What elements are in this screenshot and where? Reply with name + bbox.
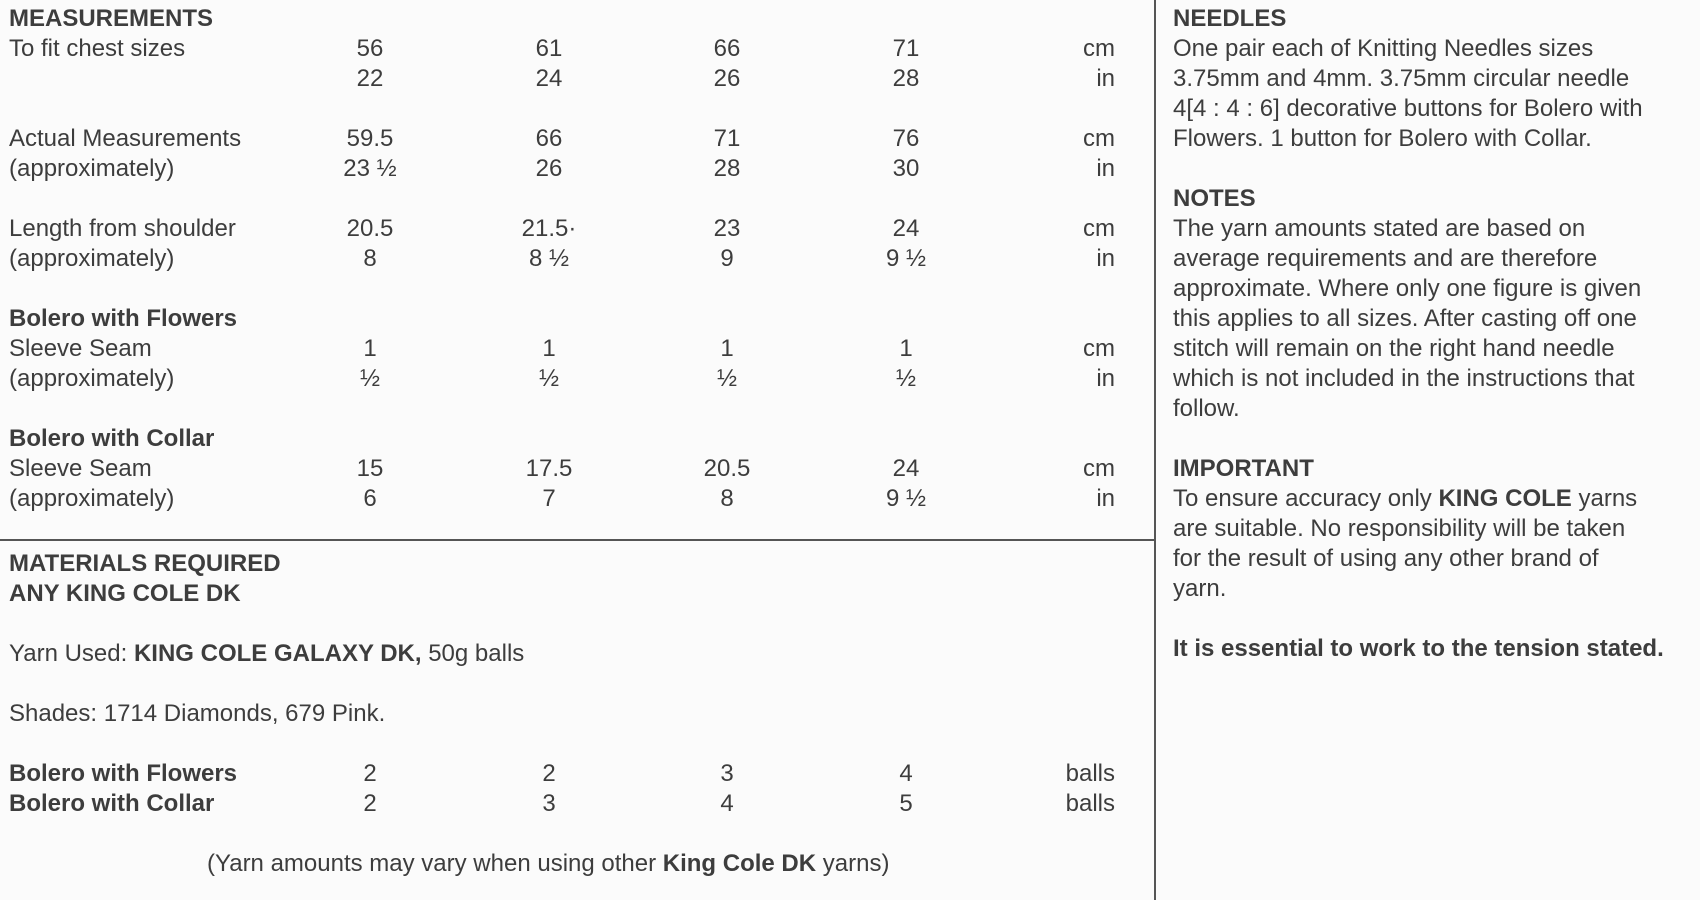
notes-line: this applies to all sizes. After casting off one (1173, 305, 1637, 332)
yarn-quantity-value: 4 (899, 760, 913, 787)
measurement-value: ½ (538, 365, 559, 392)
measurement-label: (approximately) (9, 485, 175, 512)
yarn-note (207, 849, 889, 879)
measurement-value: 76 (892, 125, 920, 152)
measurement-value: 21.5· (521, 215, 577, 242)
measurement-value: 28 (713, 155, 741, 182)
measurement-unit: in (1096, 365, 1115, 392)
measurement-value: 61 (535, 35, 563, 62)
yarn-used-name: KING COLE GALAXY DK, (133, 640, 422, 667)
materials-subheading: ANY KING COLE DK (9, 580, 241, 607)
measurement-value: 1 (720, 335, 734, 362)
materials-heading: MATERIALS REQUIRED (9, 550, 281, 577)
important-text-end: yarns (1571, 485, 1638, 512)
yarn-quantity-unit: balls (1065, 760, 1115, 787)
notes-heading: NOTES (1173, 185, 1256, 212)
measurement-unit: cm (1083, 125, 1115, 152)
measurement-value: 8 (720, 485, 734, 512)
yarn-note-text: (Yarn amounts may vary when using other (207, 850, 663, 877)
measurement-value: 26 (713, 65, 741, 92)
yarn-quantity-value: 2 (542, 760, 556, 787)
measurement-value: 66 (535, 125, 563, 152)
measurement-value: 20.5 (346, 215, 394, 242)
measurement-value: 26 (535, 155, 563, 182)
measurement-value: 71 (713, 125, 741, 152)
yarn-quantity-label: Bolero with Flowers (9, 760, 238, 787)
measurement-value: 23 ½ (343, 155, 397, 182)
measurement-value: 1 (899, 335, 913, 362)
measurements-heading: MEASUREMENTS (9, 5, 214, 32)
measurement-value: 8 ½ (528, 245, 570, 272)
measurement-label: Sleeve Seam (9, 335, 152, 362)
yarn-quantity-value: 5 (899, 790, 913, 817)
yarn-used-label: Yarn Used: (9, 640, 128, 667)
measurement-unit: cm (1083, 35, 1115, 62)
measurement-value: 71 (892, 35, 920, 62)
measurement-value: 30 (892, 155, 920, 182)
measurement-value: 9 ½ (885, 485, 927, 512)
yarn-quantity-value: 4 (720, 790, 734, 817)
measurement-value: 59.5 (346, 125, 394, 152)
measurement-unit: cm (1083, 215, 1115, 242)
measurement-label: (approximately) (9, 245, 175, 272)
measurement-value: ½ (716, 365, 737, 392)
notes-line: average requirements and are therefore (1173, 245, 1598, 272)
measurement-value: 15 (356, 455, 384, 482)
measurement-value: 24 (892, 455, 920, 482)
measurement-label: To fit chest sizes (9, 35, 186, 62)
measurement-value: ½ (895, 365, 916, 392)
yarn-note-end: yarns) (816, 850, 890, 877)
collar-heading: Bolero with Collar (9, 425, 215, 452)
measurement-value: 22 (356, 65, 384, 92)
yarn-quantity-label: Bolero with Collar (9, 790, 215, 817)
measurement-unit: in (1096, 245, 1115, 272)
notes-line: follow. (1173, 395, 1240, 422)
important-text-start: To ensure accuracy only (1173, 485, 1439, 512)
notes-line: stitch will remain on the right hand needle (1173, 335, 1615, 362)
needles-heading: NEEDLES (1173, 5, 1287, 32)
measurement-value: 17.5 (525, 455, 573, 482)
measurement-value: 6 (363, 485, 377, 512)
measurement-value: 66 (713, 35, 741, 62)
measurement-value: ½ (359, 365, 380, 392)
important-line: are suitable. No responsibility will be taken (1173, 515, 1626, 542)
measurement-value: 56 (356, 35, 384, 62)
measurement-unit: in (1096, 65, 1115, 92)
column-divider (1154, 0, 1156, 900)
yarn-used-balls: 50g balls (428, 640, 525, 667)
measurement-value: 1 (542, 335, 556, 362)
measurement-unit: cm (1083, 455, 1115, 482)
notes-line: The yarn amounts stated are based on (1173, 215, 1586, 242)
important-line: yarn. (1173, 575, 1227, 602)
measurement-value: 20.5 (703, 455, 751, 482)
shades-line: Shades: 1714 Diamonds, 679 Pink. (9, 700, 386, 727)
yarn-quantity-value: 2 (363, 760, 377, 787)
notes-line: approximate. Where only one figure is given (1173, 275, 1642, 302)
needles-line: Flowers. 1 button for Bolero with Collar. (1173, 125, 1592, 152)
yarn-quantity-value: 3 (720, 760, 734, 787)
important-brand: KING COLE (1438, 485, 1572, 512)
measurement-unit: cm (1083, 335, 1115, 362)
yarn-quantity-value: 2 (363, 790, 377, 817)
yarn-quantity-unit: balls (1065, 790, 1115, 817)
measurement-value: 9 ½ (885, 245, 927, 272)
measurement-value: 24 (535, 65, 563, 92)
measurement-label: Actual Measurements (9, 125, 242, 152)
measurement-label: (approximately) (9, 155, 175, 182)
measurement-value: 7 (542, 485, 556, 512)
notes-line: which is not included in the instructions that (1173, 365, 1635, 392)
flowers-heading: Bolero with Flowers (9, 305, 238, 332)
yarn-note-brand: King Cole DK (662, 850, 817, 877)
measurement-label: Sleeve Seam (9, 455, 152, 482)
yarn-used-line (9, 639, 524, 669)
needles-line: One pair each of Knitting Needles sizes (1173, 35, 1594, 62)
measurement-label: Length from shoulder (9, 215, 236, 242)
needles-line: 4[4 : 4 : 6] decorative buttons for Bolero with (1173, 95, 1643, 122)
measurement-value: 1 (363, 335, 377, 362)
yarn-quantity-value: 3 (542, 790, 556, 817)
important-line: for the result of using any other brand of (1173, 545, 1599, 572)
measurement-value: 8 (363, 245, 377, 272)
needles-line: 3.75mm and 4mm. 3.75mm circular needle (1173, 65, 1630, 92)
measurement-value: 9 (720, 245, 734, 272)
important-line (1173, 484, 1637, 514)
section-divider (0, 539, 1155, 541)
measurement-value: 24 (892, 215, 920, 242)
measurement-unit: in (1096, 155, 1115, 182)
measurement-value: 23 (713, 215, 741, 242)
important-heading: IMPORTANT (1173, 455, 1314, 482)
measurement-unit: in (1096, 485, 1115, 512)
tension-note: It is essential to work to the tension stated. (1173, 635, 1664, 662)
measurement-value: 28 (892, 65, 920, 92)
measurement-label: (approximately) (9, 365, 175, 392)
